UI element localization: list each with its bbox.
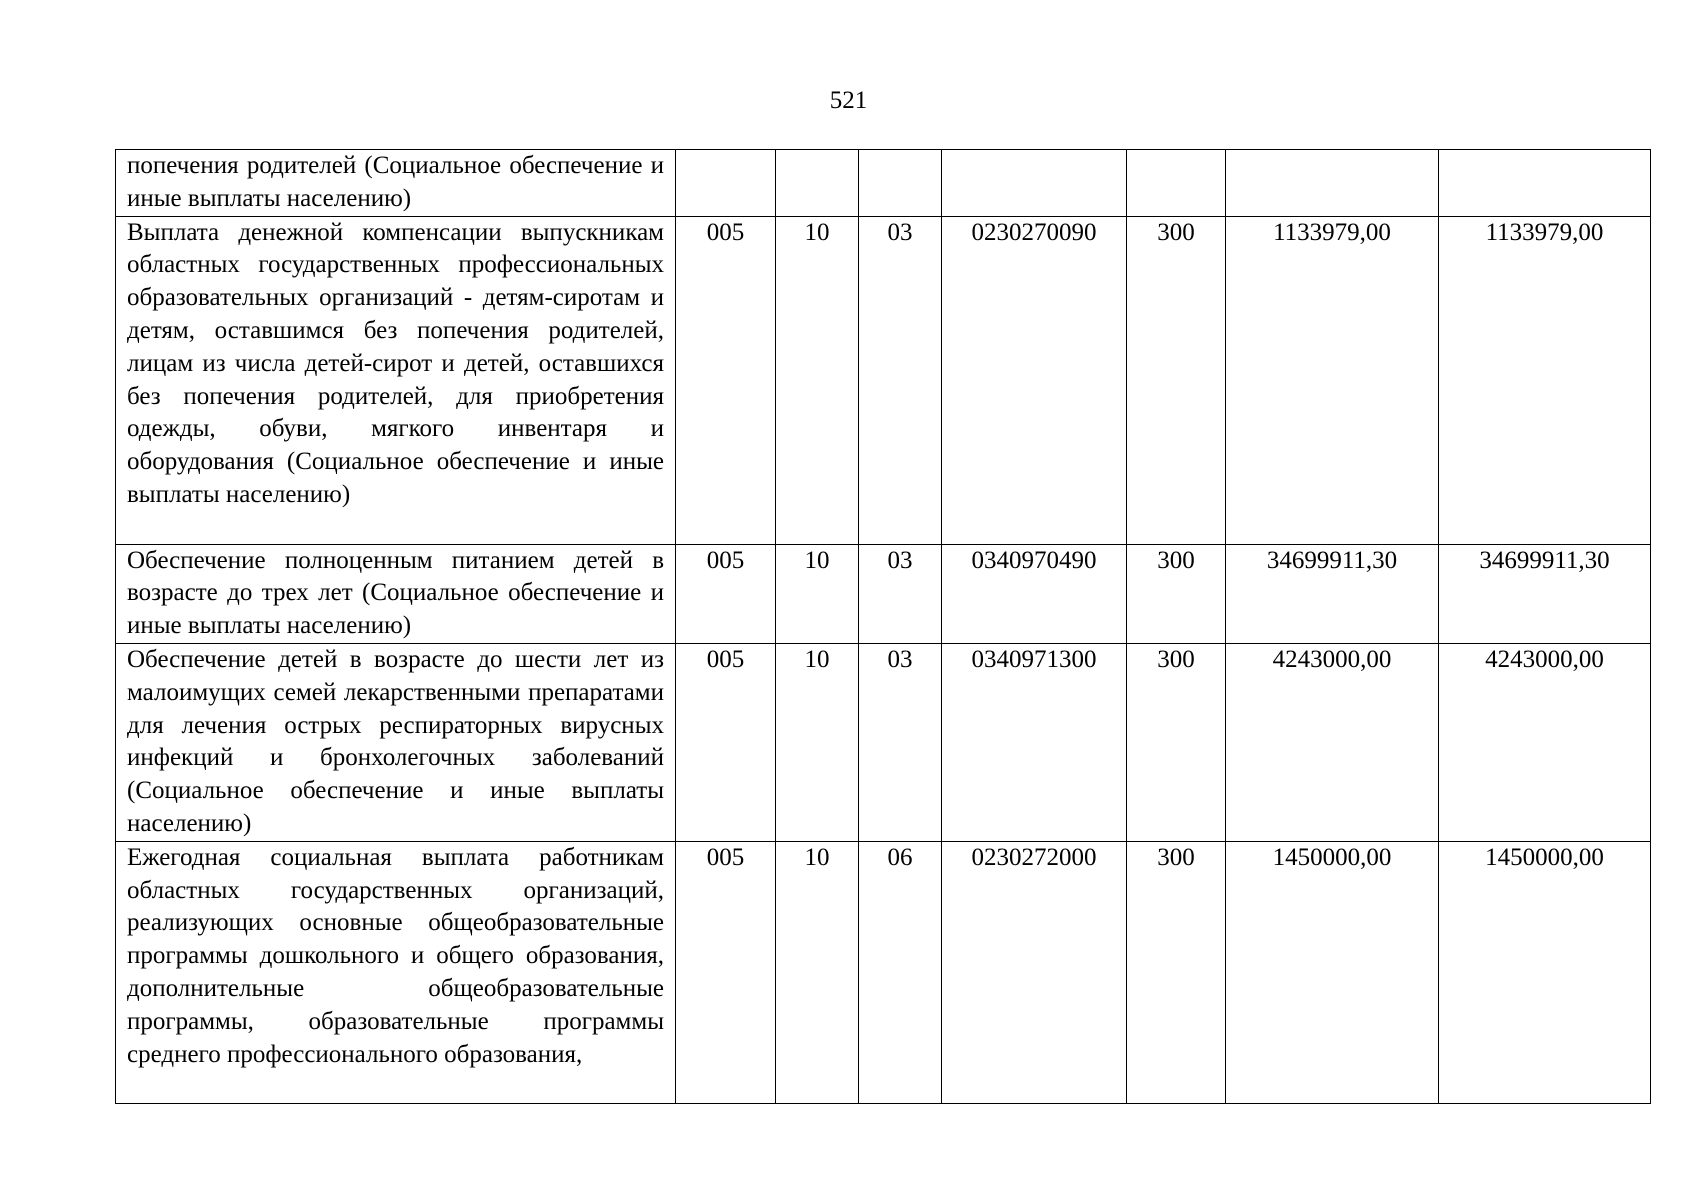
table-row xyxy=(116,841,1651,1103)
row-description: Обеспечение детей в возрасте до шести лет из малоимущих семей лекарственными препаратами для лечения острых респираторных вирусных инфекций и бронхолегочных заболеваний (Социальное обеспечение и иные выплаты населению) xyxy=(116,643,676,841)
table-row xyxy=(116,150,1651,217)
amount-2: 1133979,00 xyxy=(1439,216,1651,544)
row-description: попечения родителей (Социальное обеспечение и иные выплаты населению) xyxy=(116,150,676,217)
amount-1: 1450000,00 xyxy=(1226,841,1439,1103)
section-code: 10 xyxy=(776,544,859,643)
amount-2: 34699911,30 xyxy=(1439,544,1651,643)
ministry-code: 005 xyxy=(676,544,776,643)
subsection-code: 03 xyxy=(859,643,942,841)
row-description: Обеспечение полноценным питанием детей в возрасте до трех лет (Социальное обеспечение и иные выплаты населению) xyxy=(116,544,676,643)
row-description: Ежегодная социальная выплата работникам областных государственных организаций, реализующих основные общеобразовательные программы дошкольного и общего образования, дополнительные общеобразовательные программы, образовательные программы среднего профессионального образования, xyxy=(116,841,676,1103)
subsection-code xyxy=(859,150,942,217)
amount-1: 4243000,00 xyxy=(1226,643,1439,841)
amount-2 xyxy=(1439,150,1651,217)
ministry-code: 005 xyxy=(676,216,776,544)
expense-type-code: 300 xyxy=(1127,216,1226,544)
ministry-code xyxy=(676,150,776,217)
amount-1 xyxy=(1226,150,1439,217)
section-code: 10 xyxy=(776,643,859,841)
ministry-code: 005 xyxy=(676,841,776,1103)
budget-table xyxy=(115,149,1651,1104)
page-number: 521 xyxy=(829,87,868,114)
section-code: 10 xyxy=(776,841,859,1103)
section-code xyxy=(776,150,859,217)
subsection-code: 03 xyxy=(859,216,942,544)
target-article-code: 0340970490 xyxy=(942,544,1127,643)
target-article-code: 0340971300 xyxy=(942,643,1127,841)
expense-type-code: 300 xyxy=(1127,643,1226,841)
subsection-code: 03 xyxy=(859,544,942,643)
target-article-code xyxy=(942,150,1127,217)
expense-type-code xyxy=(1127,150,1226,217)
table-row xyxy=(116,544,1651,643)
section-code: 10 xyxy=(776,216,859,544)
amount-2: 1450000,00 xyxy=(1439,841,1651,1103)
amount-1: 1133979,00 xyxy=(1226,216,1439,544)
row-description: Выплата денежной компенсации выпускникам областных государственных профессиональных образовательных организаций - детям-сиротам и детям, оставшимся без попечения родителей, лицам из числа детей-сирот и детей, оставшихся без попечения родителей, для приобретения одежды, обуви, мягкого инвентаря и оборудования (Социальное обеспечение и иные выплаты населению) xyxy=(116,216,676,544)
target-article-code: 0230270090 xyxy=(942,216,1127,544)
ministry-code: 005 xyxy=(676,643,776,841)
expense-type-code: 300 xyxy=(1127,544,1226,643)
amount-1: 34699911,30 xyxy=(1226,544,1439,643)
subsection-code: 06 xyxy=(859,841,942,1103)
target-article-code: 0230272000 xyxy=(942,841,1127,1103)
amount-2: 4243000,00 xyxy=(1439,643,1651,841)
table-row xyxy=(116,216,1651,544)
expense-type-code: 300 xyxy=(1127,841,1226,1103)
table-row xyxy=(116,643,1651,841)
